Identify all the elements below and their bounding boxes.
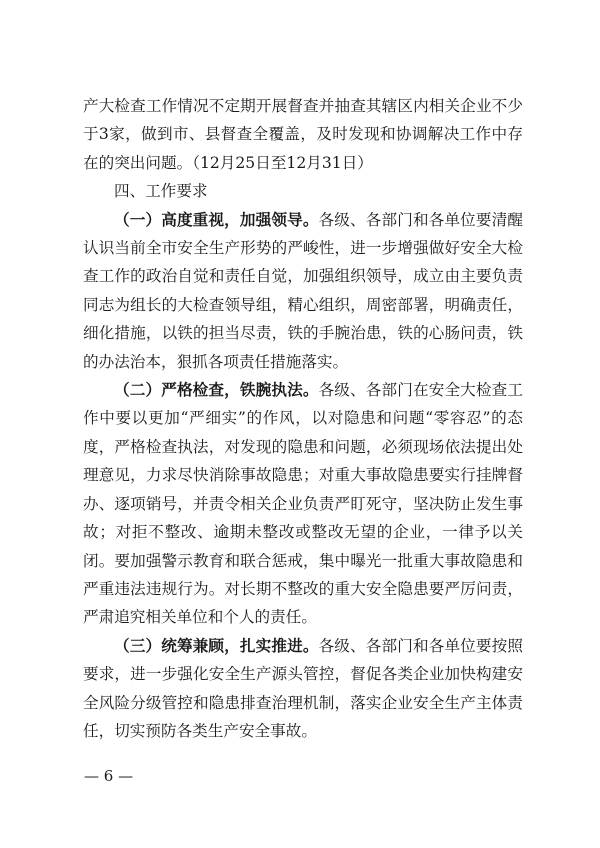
paragraph-text: 各级、各部门和各单位要按照要求，进一步强化安全生产源头管控，督促各类企业加快构建安全风险分级管控和隐患排查治理机制，落实企业安全生产主体责任，切实预防各类生产安全事故。 bbox=[83, 636, 523, 740]
paragraph-heading: （三）统筹兼顾，扎实推进。 bbox=[114, 635, 319, 655]
paragraph-text: 各级、各部门在安全大检查工作中要以更加“严细实”的作风，以对隐患和问题“零容忍”的态度，严格检查执法，对发现的隐患和问题，必须现场依法提出处理意见，力求尽快消除事故隐患；对重大事故隐患要实行挂牌督办、逐项销号，并责令相关企业负责严盯死守，坚决防止发生事故；对拒不整改、逾期未整改或整改无望的企业，一律予以关闭。要加强警示教育和联合惩戒，集中曝光一批重大事故隐患和严重违法违规行为。对长期不整改的重大安全隐患要严厉问责，严肃追究相关单位和个人的责任。 bbox=[83, 381, 523, 627]
paragraph-heading: （二）严格检查，铁腕执法。 bbox=[114, 380, 319, 400]
paragraph-text: 各级、各部门和各单位要清醒认识当前全市安全生产形势的严峻性，进一步增强做好安全大检查工作的政治自觉和责任自觉，加强组织领导，成立由主要负责同志为组长的大检查领导组，精心组织，周密部署，明确责任，细化措施，以铁的担当尽责，铁的手腕治患，铁的心肠问责，铁的办法治本，狠抓各项责任措施落实。 bbox=[83, 210, 523, 371]
page-number: — 6 — bbox=[84, 767, 134, 785]
paragraph-requirement-2 bbox=[83, 376, 523, 632]
paragraph-text: 产大检查工作情况不定期开展督查并抽查其辖区内相关企业不少于3家，做到市、县督查全覆盖，及时发现和协调解决工作中存在的突出问题。（12月25日至12月31日） bbox=[83, 97, 523, 172]
paragraph-requirement-1 bbox=[83, 206, 523, 376]
section-heading-text: 四、工作要求 bbox=[114, 182, 208, 201]
paragraph-continuation bbox=[83, 92, 523, 177]
document-body bbox=[83, 92, 523, 745]
paragraph-heading: （一）高度重视，加强领导。 bbox=[114, 209, 319, 229]
paragraph-requirement-3 bbox=[83, 632, 523, 746]
section-heading-work-requirements bbox=[83, 177, 523, 205]
